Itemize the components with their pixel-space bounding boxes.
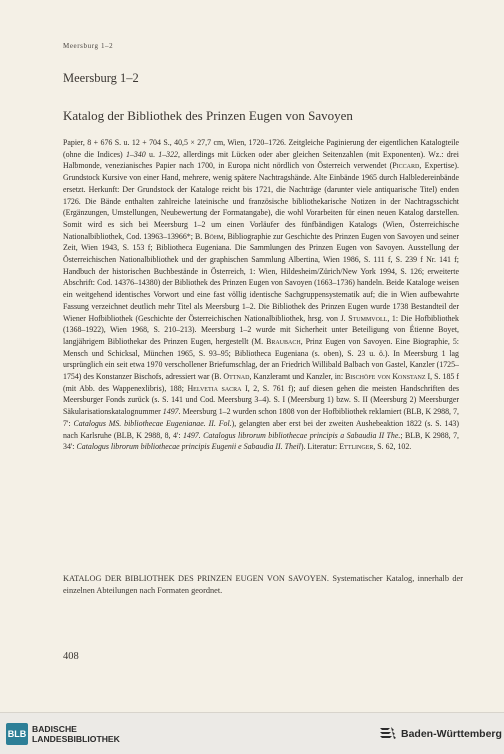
author-smallcaps: Ettlinger: [339, 442, 374, 452]
baden-wuerttemberg-lions-icon: [377, 725, 397, 745]
author-smallcaps: Ottnad: [223, 372, 250, 382]
text-run: I, 2, S. 761 f); auf diesen gehen die meisten Handschriften des Meersburger Fonds zurück (s. S. 141 und Cod. Meersburg 3–4). S. I (Meersburg 1) bzw. S. II (Meersburg 2) Meersburger Säkularisationskatalognummer: [63, 383, 460, 417]
library-name-line1: BADISCHE: [32, 724, 77, 734]
author-smallcaps: Helvetia sacra: [187, 383, 242, 393]
blb-logo[interactable]: BLB: [6, 723, 28, 745]
author-smallcaps: Bischöfe von Konstanz: [345, 372, 426, 382]
entry-subtitle: Katalog der Bibliothek des Prinzen Eugen von Savoyen: [63, 108, 353, 123]
text-run: ; BLB, K 2988, 7, 34':: [63, 430, 459, 452]
italic-run: Catalogus librorum bibliothecae principis Eugenii e Sabaudia II. Theil: [76, 442, 301, 452]
library-name[interactable]: [32, 724, 120, 744]
author-smallcaps: Böhm: [204, 231, 224, 241]
text-run: , 1: Die Hofbibliothek (1368–1922), Wien 1968, S. 210–213). Meersburg 1–2 wurde mit Sicherheit unter Beteiligung von Étienne Boyet, langjährigem Bibliothekar des Prinzen Eugen, hergestellt (M.: [63, 313, 459, 346]
text-run: , Prinz Eugen von Savoyen. Eine Biographie, 5: Mensch und Schicksal, München 1965, S. 93–95; Bibliotheca Eugeniana (s. oben), S. 23 u. ö.). In Meersburg 1 lag ursprünglich ein seit etwa 1970 verschollener Briefumschlag, der an Friedrich Willibald Balbach von Gastel, Kanzler (1725–1754) des Konstanzer Bischofs, adressiert war (B.: [63, 336, 459, 382]
text-run: , Kanzleramt und Kanzler, in:: [249, 372, 346, 382]
author-smallcaps: Piccard: [392, 161, 420, 171]
text-run: , S. 62, 102.: [373, 442, 412, 452]
text-run: ). Literatur:: [300, 442, 340, 452]
state-name[interactable]: Baden-Württemberg: [401, 728, 502, 740]
italic-run: Catalogus MS. bibliothecae Eugenianae. II. Fol.: [73, 418, 232, 428]
library-name-line2: LANDESBIBLIOTHEK: [32, 734, 120, 744]
author-smallcaps: Stummvoll: [348, 313, 388, 323]
text-run: , Expertise). Grundstock Kursive von einer Hand, mehrere, wenig spätere Nachtragshände. Alte Einbände 1965 durch Halbledereinbände ersetzt. Herkunft: Der Grundstock der Kataloge reicht bis 1721, die Nachträge (darunter viele antiquarische Titel) enden 1726. Die Bände enthalten zahlreiche lateinische und französische bibliothekarische Notizen in der Nachtragsschicht (Ergänzungen, Umstellungen, Neubewertung der Formatangabe), die wohl Vorarbeiten für einen neuen Katalog darstellen. Somit wird es sich bei Meersburg 1–2 um einen Vorläufer des fünfbändigen Katalogs (Wien, Österreichische Nationalbibliothek, Cod. 13963–13966*; B.: [63, 161, 459, 241]
text-run: , allerdings mit Lücken oder aber gleichen Seitenzahlen (mit Exponenten). Wz.: drei Halbmonde, venezianisches Papier nach 1700, in Europa nicht nördlich von Österreich verwendet (: [63, 149, 459, 171]
italic-run: 1–340: [125, 149, 146, 159]
text-run: Papier, 8 + 676 S. u. 12 + 704 S., 40,5 × 27,7 cm, Wien, 1720–1726. Zeitgleiche Paginierung der eigentlichen Katalogteile (ohne die Indices): [63, 138, 459, 159]
description-paragraph: [63, 137, 459, 453]
text-run: , Bibliographie zur Geschichte des Prinzen Eugen von Savoyen und seiner Zeit, Wien 1943, S. 153 f; Bibliotheca Eugeniana. Die Sammlungen des Prinzen Eugen von Savoyen. Ausstellung der Österreichischen Nationalbibliothek und der graphischen Sammlung Albertina, Wien 1986, S. 111 f, S. 239 f Nr. 141 f; Handbuch der historischen Buchbestände in Österreich, 1: Wien, Hildesheim/Zürich/New York 1994, S. 126; erweiterte Abschrift: Cod. 14376–14380) der Bibliothek des Prinzen Eugen von Savoyen (1663–1736) handeln. Beide Kataloge weisen ein weitgehend identisches Vorwort und eine fast völlig identische Sachgruppensystematik auf; die in Wien aufbewahrte Fassung verzeichnet deutlich mehr Titel als Meersburg 1–2. Die Bibliothek des Prinzen Eugen wurde 1738 Bestandteil der Wiener Hofbibliothek (Geschichte der Österreichischen Nationalbibliothek, hrsg. von J.: [63, 231, 459, 323]
text-run: ), gelangten aber erst bei der zweiten Aushebeaktion 1822 (s. S. 143) nach Karlsruhe (BLB, K 2988, 8, 4':: [63, 418, 459, 440]
text-run: Meersburg 1–2 wurden schon 1808 von der Hofbibliothek reklamiert (BLB, K 2988, 7, 7':: [63, 407, 459, 428]
running-head: Meersburg 1–2: [63, 42, 114, 50]
page-number: 408: [63, 651, 79, 662]
italic-run: 1497.: [162, 407, 181, 417]
footer-bar: [0, 712, 504, 754]
text-run: u.: [145, 149, 159, 159]
content-summary: KATALOG DER BIBLIOTHEK DES PRINZEN EUGEN VON SAVOYEN. Systematischer Katalog, innerhalb der einzelnen Abteilungen nach Formaten geordnet.: [63, 574, 463, 596]
text-run: I, S. 185 f (mit Abb. des Wappenexlibris), 188;: [63, 372, 459, 393]
italic-run: 1497. Catalogus librorum bibliothecae principis a Sabaudia II The.: [182, 430, 401, 440]
entry-title: Meersburg 1–2: [63, 71, 139, 85]
author-smallcaps: Braubach: [266, 336, 301, 346]
italic-run: 1–322: [158, 149, 178, 159]
